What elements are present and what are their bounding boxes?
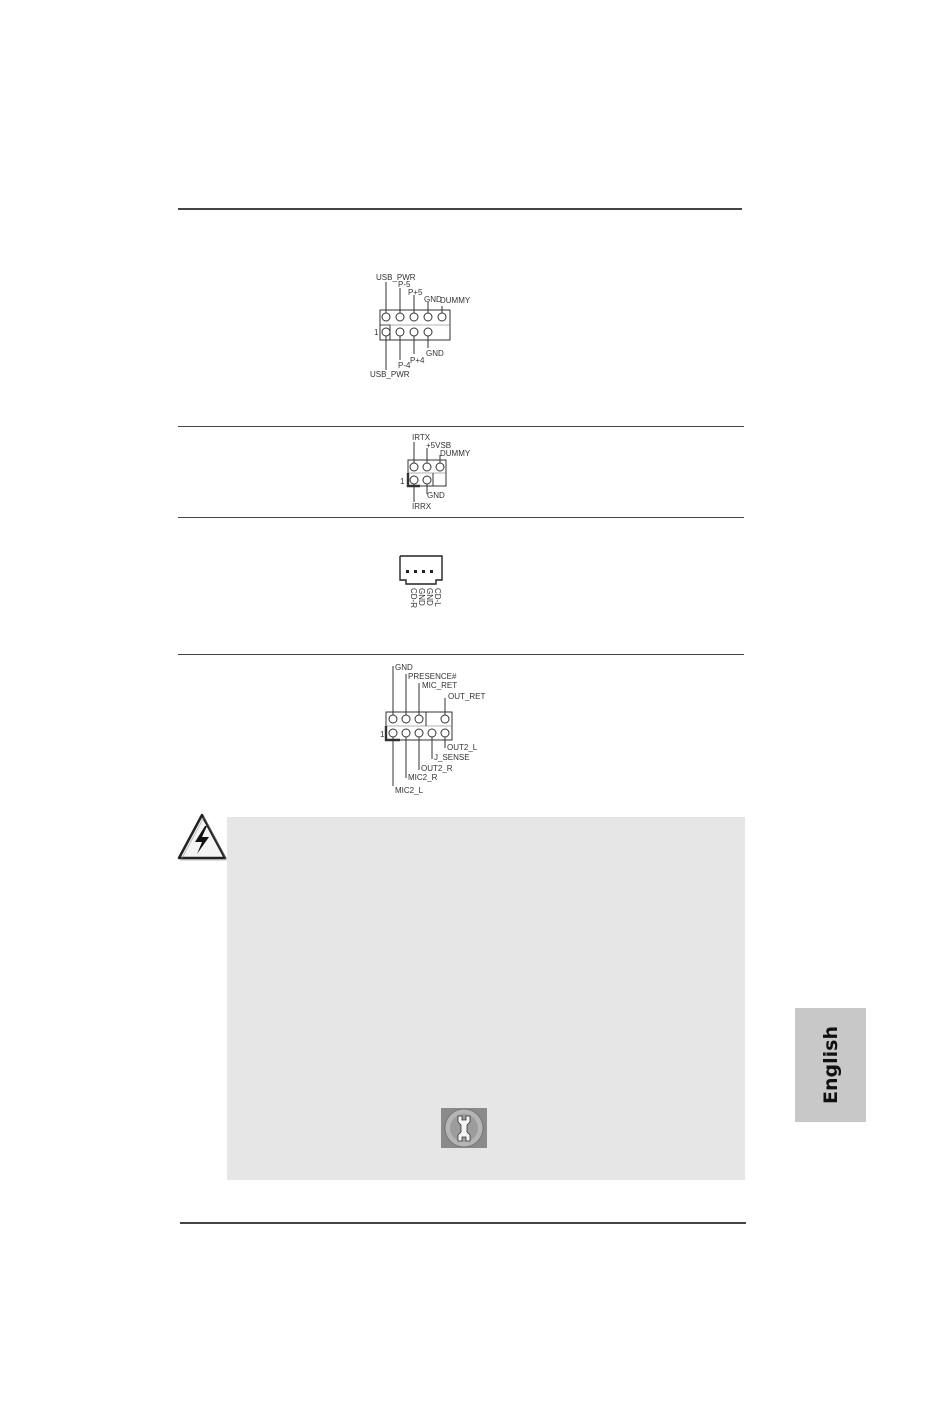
pin-label: CD-L <box>433 588 442 607</box>
cd-header-diagram <box>392 552 450 616</box>
pin-label: OUT_RET <box>448 692 486 701</box>
pin-label: GND <box>425 588 434 606</box>
pin-label: IRTX <box>412 433 431 442</box>
pin-label: DUMMY <box>440 449 471 458</box>
usb-header-diagram <box>360 268 475 380</box>
pin1-marker: 1 <box>400 477 405 486</box>
top-rule <box>178 208 742 210</box>
pin1-marker: 1 <box>380 730 385 739</box>
bottom-rule <box>180 1222 746 1224</box>
pin-label: GND <box>395 663 413 672</box>
pin-label: USB_PWR <box>376 273 416 282</box>
pin-label: P-5 <box>398 280 411 289</box>
warning-lightning-icon <box>176 812 228 867</box>
pin-label: PRESENCE# <box>408 672 457 681</box>
pin-label: GND <box>427 491 445 500</box>
pin-label: CD-R <box>409 588 418 608</box>
pin-label: OUT2_R <box>421 764 453 773</box>
ir-header-diagram <box>396 430 478 512</box>
section-divider <box>178 426 744 427</box>
pin-label: P+5 <box>408 288 423 297</box>
pin-label: GND <box>424 295 442 304</box>
wrench-icon <box>441 1108 487 1153</box>
pin-label: P-4 <box>398 361 411 370</box>
pin-label: MIC2_L <box>395 786 424 795</box>
pin-label: GND <box>417 588 426 606</box>
section-divider <box>178 654 744 655</box>
audio-header-diagram <box>378 660 490 798</box>
pin-label: P+4 <box>410 356 425 365</box>
language-tab <box>795 1008 866 1122</box>
pin-label: MIC2_R <box>408 773 438 782</box>
pin-label: GND <box>426 349 444 358</box>
language-label: English <box>819 1026 842 1104</box>
pin1-marker: 1 <box>374 328 379 337</box>
pin-label: IRRX <box>412 502 432 511</box>
section-divider <box>178 517 744 518</box>
pin-label: +5VSB <box>426 441 452 450</box>
pin-label: J_SENSE <box>434 753 470 762</box>
pin-label: OUT2_L <box>447 743 478 752</box>
pin-label: USB_PWR <box>370 370 410 379</box>
pin-label: DUMMY <box>440 296 471 305</box>
pin-label: MIC_RET <box>422 681 458 690</box>
